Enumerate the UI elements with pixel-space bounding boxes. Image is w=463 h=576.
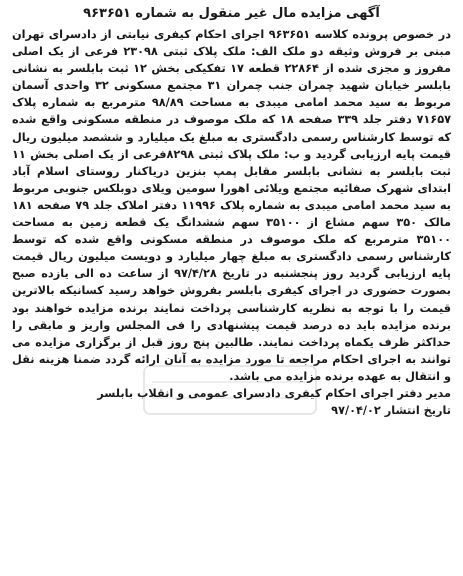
notice-body <box>12 26 451 385</box>
signature-line: مدیر دفتر اجرای احکام کیفری دادسرای عمومی و انقلاب بابلسر <box>97 386 451 400</box>
notice-paragraph: در خصوص پرونده کلاسه ۹۶۳۶۵۱ اجرای احکام کیفری نیابتی از دادسرای تهران مبنی بر فروش وثیقه دو ملک الف: ملک پلاک ثبتی ۲۳۰۹۸ فرعی از یک اصلی مفروز و مجزی شده از ۲۲۸۶۴ قطعه ۱۷ تفکیکی بخش ۱۲ ثبت بابلسر به نشانی بابلسر خیابان شهید چمران جنب چمران ۳۱ مجتمع مسکونی ۳۲ واحدی آسمان مربوط به سید محمد امامی میبدی به مساحت ۹۸/۸۹ مترمربع به شماره پلاک ۷۱۶۵۷ دفتر جلد ۳۳۹ صفحه ۱۸ که ملک موصوف در منطقه مسکونی واقع شده که توسط کارشناس رسمی دادگستری به مبلغ یک میلیارد و ششصد میلیون ریال قیمت پایه ارزیابی گردید و ب: ملک پلاک ثبتی ۸۲۹۸فرعی از یک اصلی بخش ۱۱ ثبت بابلسر به نشانی بابلسر مقابل پمپ بنزین دریاکنار روستای اسلام آباد ابتدای شهرک صفائیه مجتمع ویلائی اهورا سومین ویلای دوبلکس جنوبی مربوط به سید محمد امامی میبدی به شماره پلاک ۱۱۹۹۶ دفتر املاک جلد ۷۹ صفحه ۱۸۱ مالک ۳۵۰ سهم مشاع از ۳۵۱۰۰ سهم ششدانگ یک قطعه زمین به مساحت ۳۵۱۰۰ مترمربع که ملک موصوف در منطقه مسکونی واقع شده که توسط کارشناس رسمی دادگستری به مبلغ چهار میلیارد و دویست میلیون ریال قیمت پایه ارزیابی گردید روز پنجشنبه در تاریخ ۹۷/۴/۲۸ از ساعت ده الی یازده صبح بصورت حضوری در اجرای کیفری بابلسر بفروش خواهد رسید کسانیکه بالاترین قیمت را با توجه به نظریه کارشناسی پرداخت نمایند برنده مزایده خواهند بود برنده مزایده باید ده درصد قیمت پیشنهادی را فی المجلس واریز و مابقی را حداکثر ظرف یکماه پرداخت نمایند. طالبین پنج روز قبل از برگزاری مزایده می توانند به اجرای احکام مراجعه تا مورد مزایده به آنان ارائه گردد ضمنا هزینه نقل و انتقال به عهده برنده مزایده می باشد. <box>12 28 452 383</box>
publish-date: تاریخ انتشار ۹۷/۰۴/۰۲ <box>331 404 451 418</box>
notice-title: آگهی مزایده مال غیر منقول به شماره ۹۶۳۶۵۱ <box>83 6 380 21</box>
